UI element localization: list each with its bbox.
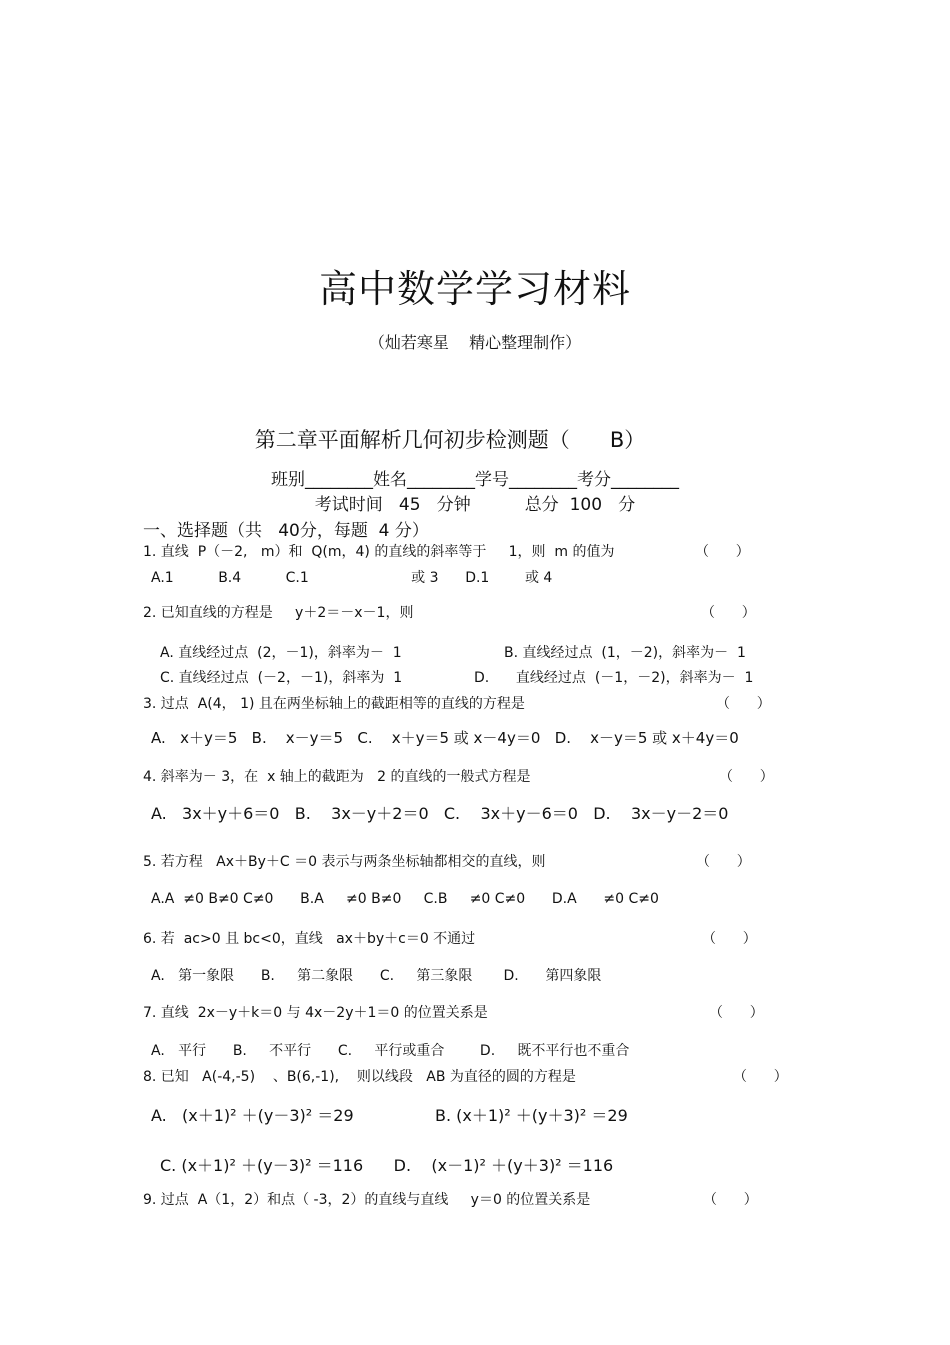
question-3-options: A. x＋y＝5 B. x－y＝5 C. x＋y＝5 或 x－4y＝0 D. x－y＝5 或 x＋4y＝0 [151,729,739,747]
question-7-bracket: （ ） [709,1005,764,1021]
question-2-option-d: D. 直线经过点 (－1，－2)，斜率为－ 1 [474,670,754,686]
student-info-line: 班别________姓名________学号________考分________ [271,470,679,490]
question-2-stem: 2. 已知直线的方程是 y＋2＝－x－1，则 [143,605,414,621]
page-title: 高中数学学习材料 [318,267,631,311]
question-6-stem: 6. 若 ac>0 且 bc<0，直线 ax＋by＋c＝0 不通过 [143,931,476,947]
section-title: 一、选择题（共 40分，每题 4 分） [143,521,429,541]
question-1-bracket: （ ） [695,544,750,560]
question-1-options: A.1 B.4 C.1 或 3 D.1 或 4 [151,570,553,586]
question-9-stem: 9. 过点 A（1，2）和点（ -3，2）的直线与直线 y＝0 的位置关系是 [143,1192,591,1208]
page-subtitle: （灿若寒星 精心整理制作） [368,333,582,352]
question-2-option-b: B. 直线经过点 (1，－2)，斜率为－ 1 [504,645,746,661]
question-2-option-a: A. 直线经过点 (2，－1)，斜率为－ 1 [160,645,402,661]
question-6-options: A. 第一象限 B. 第二象限 C. 第三象限 D. 第四象限 [151,968,602,984]
question-8-options-cd: C. (x＋1)² ＋(y－3)² ＝116 D. (x－1)² ＋(y＋3)² ＝116 [160,1156,614,1175]
question-4-stem: 4. 斜率为－ 3，在 x 轴上的截距为 2 的直线的一般式方程是 [143,769,531,785]
question-5-options: A.A ≠0 B≠0 C≠0 B.A ≠0 B≠0 C.B ≠0 C≠0 D.A ≠0 C≠0 [151,891,659,907]
question-4-bracket: （ ） [719,769,774,785]
question-5-stem: 5. 若方程 Ax＋By＋C ＝0 表示与两条坐标轴都相交的直线，则 [143,854,546,870]
question-2-bracket: （ ） [701,605,756,621]
exam-heading: 第二章平面解析几何初步检测题（ B） [254,428,646,452]
question-8-stem: 8. 已知 A(-4,-5) 、B(6,-1), 则以线段 AB 为直径的圆的方程是 [143,1069,576,1085]
question-7-options: A. 平行 B. 不平行 C. 平行或重合 D. 既不平行也不重合 [151,1043,630,1059]
question-6-bracket: （ ） [702,931,757,947]
question-7-stem: 7. 直线 2x－y＋k＝0 与 4x－2y＋1＝0 的位置关系是 [143,1005,488,1021]
question-3-bracket: （ ） [716,696,771,712]
question-8-bracket: （ ） [733,1069,788,1085]
question-1-stem: 1. 直线 P（－2, m）和 Q(m，4) 的直线的斜率等于 1，则 m 的值为 [143,544,615,560]
question-3-stem: 3. 过点 A(4， 1) 且在两坐标轴上的截距相等的直线的方程是 [143,696,525,712]
question-2-option-c: C. 直线经过点 (－2，－1)，斜率为 1 [160,670,403,686]
exam-info-line: 考试时间 45 分钟 总分 100 分 [314,495,636,515]
question-5-bracket: （ ） [696,854,751,870]
question-8-options-ab: A. (x＋1)² ＋(y－3)² ＝29 B. (x＋1)² ＋(y＋3)² ＝29 [151,1106,628,1125]
question-9-bracket: （ ） [703,1192,758,1208]
question-4-options: A. 3x＋y＋6＝0 B. 3x－y＋2＝0 C. 3x＋y－6＝0 D. 3x－y－2＝0 [151,804,729,823]
